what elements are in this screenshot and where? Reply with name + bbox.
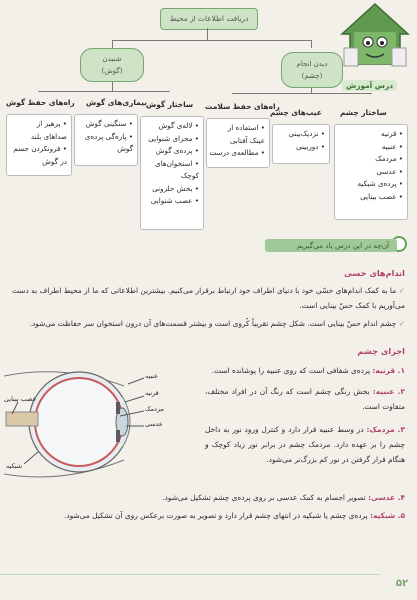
eye-part-item	[205, 384, 405, 414]
list-item: گوش	[117, 144, 133, 153]
list-item: • عصب شنوایی	[150, 196, 199, 205]
item-number: ۳. مردمک:	[366, 425, 405, 434]
list-item: • پرده‌ی شبکیه	[357, 179, 403, 188]
list-item: • لاله‌ی گوش	[158, 121, 199, 130]
vision-node	[281, 52, 343, 88]
eye-structure-box	[334, 124, 408, 220]
label-iris: عنبیه	[145, 372, 159, 380]
learning-banner: آن‌چه در این درس یاد می‌گیریم	[265, 239, 397, 252]
hearing-node	[80, 48, 144, 82]
connector	[112, 82, 113, 91]
section1-paragraph	[12, 316, 405, 331]
list-item: • مجرای شنوایی	[148, 133, 199, 143]
label-retina: شبکیه	[6, 462, 23, 470]
connector	[112, 40, 312, 41]
vision-title: دیدن انجام	[296, 60, 328, 68]
item-text: در وسط عنبیه قرار دارد و کنترل ورود نور به داخل چشم را بر عهده دارد. مردمک چشم در برابر نور زیاد کوچک و هنگام قرار گرفتن در نور کم بزرگ‌تر می‌شود.	[205, 425, 405, 464]
connector	[311, 40, 312, 48]
item-number: ۵. شبکیه:	[370, 511, 405, 520]
connector	[112, 40, 113, 48]
eye-protect-heading: راه‌های حفظ سلامت	[205, 102, 280, 111]
eye-diagram	[4, 356, 204, 486]
check-icon: ✓	[396, 286, 405, 295]
list-item: کوچک	[180, 171, 199, 180]
eye-part-item	[12, 490, 405, 505]
lesson-badge: درس‌ آموزش	[342, 80, 397, 91]
label-lens: عدسی	[145, 420, 163, 428]
page-number: ۵۲	[395, 578, 409, 589]
ear-protect-heading: راه‌های حفظ گوش	[6, 98, 75, 107]
ear-protect-box	[6, 114, 72, 176]
eye-defect-heading: عیب‌های چشم	[270, 108, 322, 117]
list-item: • سنگینی گوش	[85, 119, 133, 128]
ear-disease-heading: بیماری‌های گوش	[86, 98, 147, 107]
eye-defect-box	[272, 124, 330, 164]
list-item: • استفاده از	[227, 123, 265, 132]
label-cornea: قرنیه	[145, 389, 159, 397]
list-item: • عصب بینایی	[360, 191, 403, 201]
house-mascot-icon	[340, 2, 410, 82]
eye-protect-box	[206, 118, 270, 168]
footer-rule	[0, 574, 380, 575]
list-item: • مطالعه‌ی درست	[209, 148, 265, 157]
item-text: پرده‌ی چشم یا شبکیه در انتهای چشم قرار دارد و تصویر به صورت برعکس روی آن تشکیل می‌شود.	[64, 511, 368, 520]
item-text: پرده‌ی شفافی است که روی عنبیه را پوشانده است.	[211, 366, 371, 375]
list-item: • پرده‌ی گوش	[155, 146, 199, 155]
section1-p2: چشم اندام حسّ بینایی است. شکل چشم تقریباً کُروی است و بیشتر قسمت‌های آن درون استخوان سر حفاظت می‌شود.	[29, 319, 397, 328]
connector	[38, 91, 170, 92]
section1-title: اندام‌های حسی	[343, 268, 405, 278]
root-label: دریافت اطلاعات از محیط	[169, 14, 249, 23]
item-number: ۲. عنبیه:	[372, 387, 405, 396]
ear-disease-box	[74, 114, 138, 166]
eye-part-item	[12, 508, 405, 523]
item-number: ۱. قرنیه:	[372, 366, 405, 375]
connector	[232, 93, 372, 94]
list-item: صداهای بلند	[30, 131, 67, 141]
eye-part-item	[205, 363, 405, 378]
vision-subtitle: (چشم)	[301, 72, 323, 80]
section1-p1: ما به کمک اندام‌های حسّی خود با دنیای اطراف خود ارتباط برقرار می‌کنیم. بیشترین اطلاعاتی که ما از محیط اطراف به دست می‌آوریم با کمک حسّ بینایی است.	[12, 286, 405, 310]
eye-part-item	[205, 422, 405, 467]
ear-structure-box	[140, 116, 204, 230]
item-text: تصویر اجسام به کمک عدسی بر روی پرده‌ی چشم تشکیل می‌شود.	[162, 493, 366, 502]
section1-paragraph	[12, 283, 405, 313]
item-number: ۴. عدسی:	[368, 493, 405, 502]
connector	[207, 28, 208, 40]
label-pupil: مردمک	[145, 405, 164, 413]
list-item: • عنبیه	[381, 141, 403, 151]
hearing-subtitle: (گوش)	[101, 67, 123, 75]
list-item: عینک آفتابی	[229, 135, 265, 145]
item-text: بخش رنگی چشم است که رنگ آن در افراد مختلف، متفاوت است.	[205, 387, 405, 411]
list-item: • دوربینی	[296, 141, 325, 151]
list-item: • مردمک	[375, 154, 403, 163]
list-item: • عدسی	[376, 166, 403, 176]
list-item: • استخوان‌های	[155, 158, 199, 168]
list-item: • فرونکردن جسم	[13, 144, 67, 153]
section2-title: اجزای چشم	[357, 346, 405, 356]
root-node	[160, 8, 258, 30]
list-item: در گوش	[42, 156, 67, 166]
hearing-title: شنیدن	[102, 55, 122, 63]
list-item: • بخش حلزونی	[152, 183, 199, 193]
label-optic-nerve: عصب بینایی	[4, 395, 37, 403]
list-item: • پرهیز از	[36, 119, 67, 128]
list-item: • قرنیه	[381, 129, 403, 138]
check-icon: ✓	[396, 319, 405, 328]
ear-structure-heading: ساختار گوش	[146, 100, 194, 109]
eye-structure-heading: ساختار چشم	[340, 108, 387, 117]
list-item: • نزدیک‌بینی	[288, 129, 325, 138]
list-item: • پاره‌گی پرده‌ی	[84, 131, 133, 141]
